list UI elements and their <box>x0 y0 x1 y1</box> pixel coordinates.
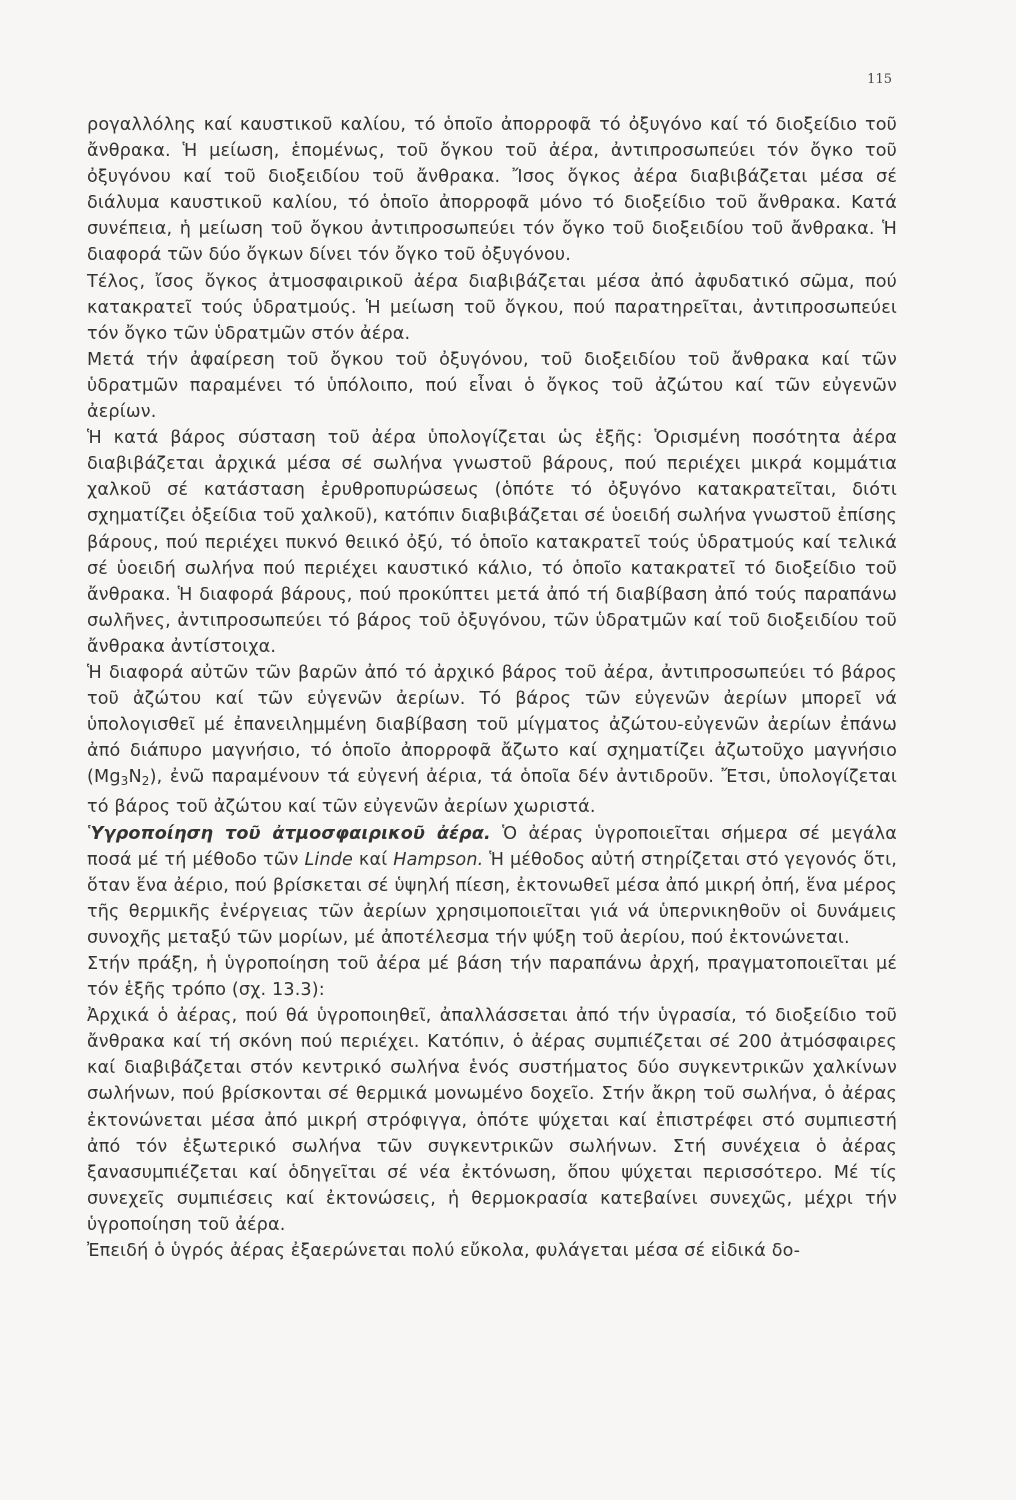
paragraph-7: Στήν πράξη, ἡ ὑγροποίηση τοῦ ἀέρα μέ βάση τήν παραπάνω ἀρχή, πραγματοποιεῖται μέ τόν ἑξῆς τρόπο (σχ. 13.3): <box>87 954 897 1001</box>
paragraph-5 <box>87 660 897 821</box>
name-hampson: Hampson. <box>393 849 484 870</box>
paragraph-5-nitrogen: N <box>128 767 142 788</box>
subscript-2: 2 <box>141 774 150 789</box>
paragraph-5-text-a: Ἡ διαφορά αὐτῶν τῶν βαρῶν ἀπό τό ἀρχικό βάρος τοῦ ἀέρα, ἀντιπροσωπεύει τό βάρος τοῦ ἀζώτου καί τῶν εὐγενῶν ἀερίων. Τό βάρος τῶν εὐγενῶν ἀερίων μπορεῖ νά ὑπολογισθεῖ μέ ἐπανειλημμένη διαβίβαση τοῦ μίγματος ἀζώτου-εὐγενῶν ἀερίων ἐπάνω ἀπό διάπυρο μαγνήσιο, τό ὁποῖο ἀπορροφᾶ ἄζωτο καί σχηματίζει ἀζωτοῦχο μαγνήσιο (Mg <box>87 662 897 788</box>
paragraph-3: Μετά τήν ἀφαίρεση τοῦ ὄγκου τοῦ ὀξυγόνου, τοῦ διοξειδίου τοῦ ἄνθρακα καί τῶν ὑδρατμῶν παραμένει τό ὑπόλοιπο, πού εἶναι ὁ ὄγκος τοῦ ἀζώτου καί τῶν εὐγενῶν ἀερίων. <box>87 349 897 423</box>
paragraph-6 <box>87 821 897 951</box>
name-linde: Linde <box>304 849 354 870</box>
paragraph-8: Ἀρχικά ὁ ἀέρας, πού θά ὑγροποιηθεῖ, ἀπαλλάσσεται ἀπό τήν ὑγρασία, τό διοξείδιο τοῦ ἄνθρακα καί τή σκόνη πού περιέχει. Κατόπιν, ὁ ἀέρας συμπιέζεται σέ 200 ἀτμόσφαιρες καί διαβιβάζεται στόν κεντρικό σωλήνα ἑνός συστήματος δύο συγκεντρικῶν χαλκίνων σωλήνων, πού βρίσκονται σέ θερμικά μονωμένο δοχεῖο. Στήν ἄκρη τοῦ σωλήνα, ὁ ἀέρας ἐκτονώνεται μέσα ἀπό μικρή στρόφιγγα, ὁπότε ψύχεται καί ἐπιστρέφει στό συμπιεστή ἀπό τόν ἐξωτερικό σωλήνα τῶν συγκεντρικῶν σωλήνων. Στή συνέχεια ὁ ἀέρας ξανασυμπιέζεται καί ὁδηγεῖται σέ νέα ἐκτόνωση, ὅπου ψύχεται περισσότερο. Μέ τίς συνεχεῖς συμπιέσεις καί ἐκτονώσεις, ἡ θερμοκρασία κατεβαίνει συνεχῶς, μέχρι τήν ὑγροποίηση τοῦ ἀέρα. <box>87 1006 897 1235</box>
page-body <box>87 112 897 1264</box>
paragraph-6-text-a: Ὁ ἀέρας ὑγροποιεῖται σήμερα σέ μεγάλα ποσά μέ τή μέθοδο τῶν <box>87 823 897 870</box>
paragraph-5-text-b: ), ἐνῶ παραμένουν τά εὐγενή ἀέρια, τά ὁποῖα δέν ἀντιδροῦν. Ἔτσι, ὑπολογίζεται τό βάρος τοῦ ἀζώτου καί τῶν εὐγενῶν ἀερίων χωριστά. <box>87 767 897 818</box>
paragraph-6-text-c: Ἡ μέθοδος αὐτή στηρίζεται στό γεγονός ὅτι, ὅταν ἕνα ἀέριο, πού βρίσκεται σέ ὑψηλή πίεση, ἐκτονωθεῖ μέσα ἀπό μικρή ὀπή, ἕνα μέρος τῆς θερμικῆς ἐνέργειας τῶν ἀερίων χρησιμοποιεῖται γιά νά ὑπερνικηθοῦν οἱ δυνάμεις συνοχῆς μεταξύ τῶν μορίων, μέ ἀποτέλεσμα τήν ψύξη τοῦ ἀερίου, πού ἐκτονώνεται. <box>87 849 897 948</box>
paragraph-1: ρογαλλόλης καί καυστικοῦ καλίου, τό ὁποῖο ἀπορροφᾶ τό ὀξυγόνο καί τό διοξείδιο τοῦ ἄνθρακα. Ἡ μείωση, ἑπομένως, τοῦ ὄγκου τοῦ ἀέρα, ἀντιπροσωπεύει τόν ὄγκο τοῦ ὀξυγόνου καί τοῦ διοξειδίου τοῦ ἄνθρακα. Ἴσος ὄγκος ἀέρα διαβιβάζεται μέσα σέ διάλυμα καυστικοῦ καλίου, τό ὁποῖο ἀπορροφᾶ μόνο τό διοξείδιο τοῦ ἄνθρακα. Κατά συνέπεια, ἡ μείωση τοῦ ὄγκου ἀντιπροσωπεύει τόν ὄγκο τοῦ διοξειδίου τοῦ ἄνθρακα. Ἡ διαφορά τῶν δύο ὄγκων δίνει τόν ὄγκο τοῦ ὀξυγόνου. <box>87 115 897 266</box>
subscript-3: 3 <box>120 774 129 789</box>
section-heading: Ὑγροποίηση τοῦ ἀτμοσφαιρικοῦ ἀέρα. <box>87 823 491 844</box>
paragraph-2: Τέλος, ἴσος ὄγκος ἀτμοσφαιρικοῦ ἀέρα διαβιβάζεται μέσα ἀπό ἀφυδατικό σῶμα, πού κατακρατεῖ τούς ὑδρατμούς. Ἡ μείωση τοῦ ὄγκου, πού παρατηρεῖται, ἀντιπροσωπεύει τόν ὄγκο τῶν ὑδρατμῶν στόν ἀέρα. <box>87 271 897 344</box>
paragraph-9: Ἐπειδή ὁ ὑγρός ἀέρας ἐξαερώνεται πολύ εὔκολα, φυλάγεται μέσα σέ εἰδικά δο- <box>87 1241 801 1262</box>
paragraph-4: Ἡ κατά βάρος σύσταση τοῦ ἀέρα ὑπολογίζεται ὡς ἑξῆς: Ὁρισμένη ποσότητα ἀέρα διαβιβάζεται ἀρχικά μέσα σέ σωλήνα γνωστοῦ βάρους, πού περιέχει μικρά κομμάτια χαλκοῦ σέ κατάσταση ἐρυθροπυρώσεως (ὁπότε τό ὀξυγόνο κατακρατεῖται, διότι σχηματίζει ὀξείδια τοῦ χαλκοῦ), κατόπιν διαβιβάζεται σέ ὑοειδή σωλήνα γνωστοῦ ἐπίσης βάρους, πού περιέχει πυκνό θειικό ὀξύ, τό ὁποῖο κατακρατεῖ τούς ὑδρατμούς καί τελικά σέ ὑοειδή σωλήνα πού περιέχει καυστικό κάλιο, τό ὁποῖο κατακρατεῖ τό διοξείδιο τοῦ ἄνθρακα. Ἡ διαφορά βάρους, πού προκύπτει μετά ἀπό τή διαβίβαση ἀπό τούς παραπάνω σωλῆνες, ἀντιπροσωπεύει τό βάρος τοῦ ὀξυγόνου, τῶν ὑδρατμῶν καί τοῦ διοξειδίου τοῦ ἄνθρακα ἀντίστοιχα. <box>87 428 897 657</box>
page-number: 115 <box>867 72 892 87</box>
paragraph-6-text-b: καί <box>353 849 394 870</box>
